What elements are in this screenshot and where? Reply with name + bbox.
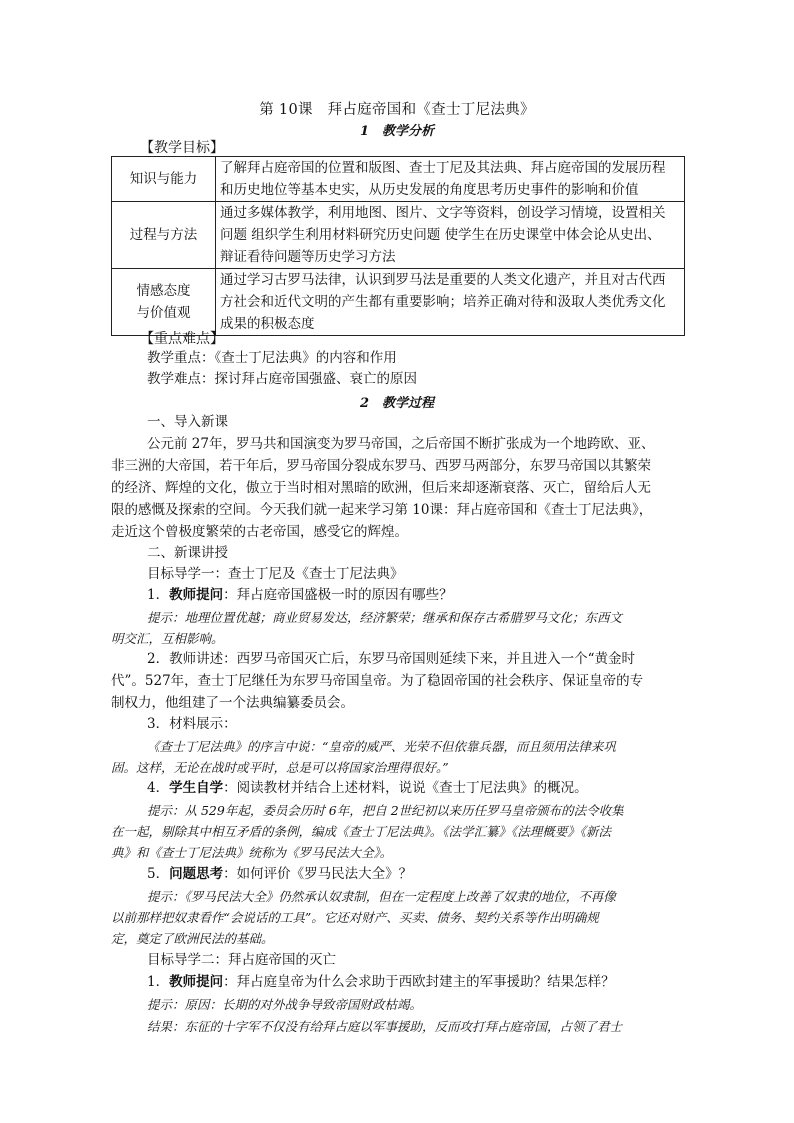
answer-6-line: 结果：东征的十字军不仅没有给拜占庭以军事援助，反而攻打拜占庭帝国，占领了君士 <box>147 1019 623 1034</box>
answer-4-line: 提示：从 529年起，委员会历时 6年，把自 2世纪初以来历任罗马皇帝颁布的法令收集 <box>147 803 624 818</box>
intro-line: 限的感慨及探索的空间。今天我们就一起来学习第 10课：拜占庭帝国和《查士丁尼法典》， <box>111 502 653 518</box>
answer-6-line: 提示：原因：长期的对外战争导致帝国财政枯竭。 <box>147 997 423 1012</box>
material-quote-line: 固。这样，无论在战时或平时，总是可以将国家治理得很好。” <box>111 760 449 775</box>
goal-line: 了解拜占庭帝国的位置和版图、查士丁尼及其法典、拜占庭帝国的发展历程 <box>220 160 666 176</box>
goal-line: 成果的积极态度 <box>220 316 315 332</box>
intro-heading: 一、导入新课 <box>147 414 228 430</box>
teaching-goals-table <box>111 156 685 336</box>
goal-content-knowledge <box>216 157 685 202</box>
item-text: ：阅读教材并结合上述材料，说说《查士丁尼法典》的概况。 <box>223 780 588 796</box>
answer-4-line: 在一起，剔除其中相互矛盾的条例，编成《查士丁尼法典》。《法学汇纂》《法理概要》《新法 <box>111 824 612 839</box>
answer-5-line: 以前那样把奴隶看作“会说话的工具”。它还对财产、买卖、债务、契约关系等作出明确规 <box>111 910 599 925</box>
goal-line: 通过多媒体教学，利用地图、图片、文字等资料，创设学习情境，设置相关 <box>220 205 666 221</box>
item-tag: 学生自学 <box>169 780 224 796</box>
answer-4-line: 典》和《查士丁尼法典》统称为《罗马民法大全》。 <box>111 845 393 860</box>
question-6 <box>147 972 721 993</box>
item-number: 1． <box>147 974 170 990</box>
material-quote-line: 《查士丁尼法典》的序言中说：“皇帝的威严、光荣不但依靠兵器，而且须用法律来巩 <box>147 739 616 754</box>
goal-label-knowledge: 知识与能力 <box>112 157 216 202</box>
answer-1-line: 明交汇，互相影响。 <box>111 631 224 646</box>
guide-two: 目标导学二：拜占庭帝国的灭亡 <box>147 952 336 968</box>
item-text: ：拜占庭皇帝为什么会求助于西欧封建主的军事援助？结果怎样？ <box>223 974 615 990</box>
answer-1-line: 提示：地理位置优越；商业贸易发达，经济繁荣；继承和保存古希腊罗马文化；东西文 <box>147 610 623 625</box>
answer-5-line: 提示：《罗马民法大全》仍然承认奴隶制，但在一定程度上改善了奴隶的地位，不再像 <box>147 889 616 904</box>
intro-line: 非三洲的大帝国，若干年后，罗马帝国分裂成东罗马、西罗马两部分，东罗马帝国以其繁荣 <box>111 458 651 474</box>
goals-row-process <box>112 202 685 269</box>
item-tag: 教师提问 <box>169 974 224 990</box>
lecture-line: 代”。527年，查士丁尼继任为东罗马帝国皇帝。为了稳固帝国的社会秩序、保证皇帝的专 <box>111 673 644 689</box>
self-study <box>147 778 721 799</box>
new-lesson-heading: 二、新课讲授 <box>147 545 228 561</box>
answer-5-line: 定，奠定了欧洲民法的基础。 <box>111 931 274 946</box>
goal-content-process <box>216 202 685 269</box>
goal-label-process: 过程与方法 <box>112 202 216 269</box>
goal-line: 问题 组织学生利用材料研究历史问题 使学生在历史课堂中体会论从史出、 <box>220 227 661 243</box>
key-point: 教学重点：《查士丁尼法典》的内容和作用 <box>147 350 397 366</box>
goal-line: 和历史地位等基本史实，从历史发展的角度思考历史事件的影响和价值 <box>220 182 639 198</box>
goals-heading: 【教学目标】 <box>140 140 224 156</box>
intro-line: 走近这个曾极度繁荣的古老帝国，感受它的辉煌。 <box>111 524 408 540</box>
intro-line: 的经济、辉煌的文化，傲立于当时相对黑暗的欧洲，但后来却逐渐衰落、灭亡，留给后人无 <box>111 480 651 496</box>
item-tag: 教师提问 <box>169 587 224 603</box>
goal-line: 辩证看待问题等历史学习方法 <box>220 249 396 265</box>
lecture-line: 2．教师讲述：西罗马帝国灭亡后，东罗马帝国则延续下来，并且进入一个“黄金时 <box>147 651 635 667</box>
item-number: 1． <box>147 587 170 603</box>
goal-label-emotion: 情感态度 与价值观 <box>112 269 216 336</box>
goals-row-knowledge <box>112 157 685 202</box>
material-heading: 3．材料展示： <box>147 716 237 732</box>
goal-line: 通过学习古罗马法律，认识到罗马法是重要的人类文化遗产，并且对古代西 <box>220 272 666 288</box>
item-number: 4． <box>147 780 170 796</box>
key-heading: 【重点难点】 <box>140 331 224 347</box>
item-text: ：如何评价《罗马民法大全》？ <box>223 866 413 882</box>
lecture-line: 制权力，他组建了一个法典编纂委员会。 <box>111 695 354 711</box>
goal-line: 方社会和近代文明的产生都有重要影响；培养正确对待和汲取人类优秀文化 <box>220 294 666 310</box>
item-number: 5． <box>147 866 170 882</box>
difficulty: 教学难点：探讨拜占庭帝国强盛、衰亡的原因 <box>147 371 417 387</box>
intro-line: 公元前 27年，罗马共和国演变为罗马帝国，之后帝国不断扩张成为一个地跨欧、亚、 <box>147 436 655 452</box>
question-1 <box>147 585 721 606</box>
goal-content-emotion <box>216 269 685 336</box>
lesson-title: 第 10课 拜占庭帝国和《查士丁尼法典》 <box>259 102 535 118</box>
goals-row-emotion <box>112 269 685 336</box>
section-teaching-process: 2 教学过程 <box>359 396 435 411</box>
section-teaching-analysis: 1 教学分析 <box>359 124 435 139</box>
item-text: ：拜占庭帝国盛极一时的原因有哪些？ <box>223 587 453 603</box>
item-tag: 问题思考 <box>169 866 224 882</box>
guide-one: 目标导学一：查士丁尼及《查士丁尼法典》 <box>147 566 404 582</box>
question-thinking <box>147 864 721 885</box>
